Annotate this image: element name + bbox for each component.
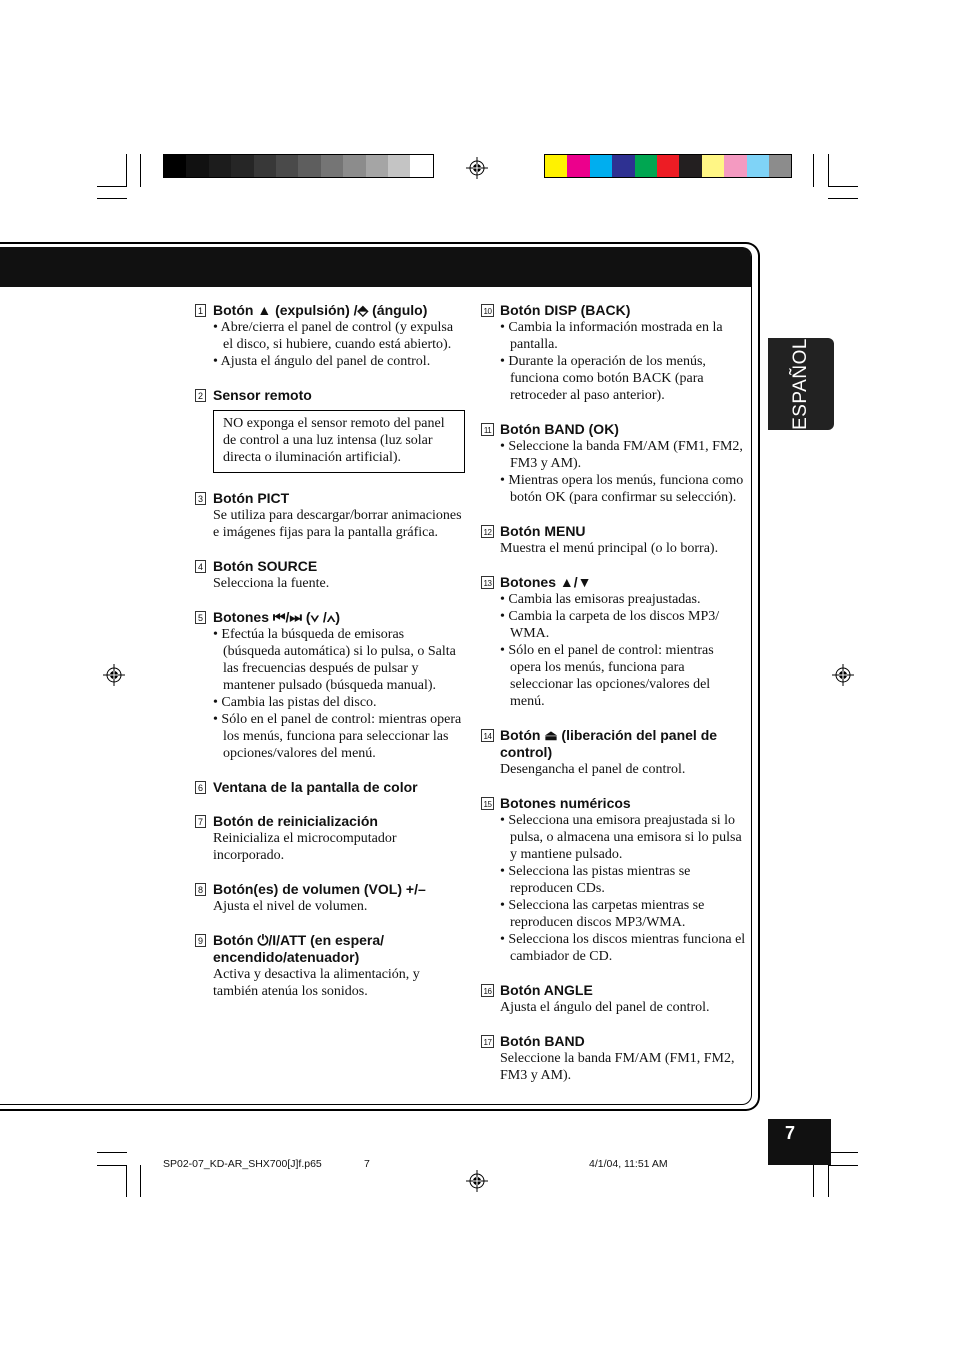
item-text: Selecciona la fuente.: [213, 576, 330, 591]
crop-mark: [126, 154, 127, 187]
list-item: [483, 982, 748, 1016]
calibration-swatch: [545, 155, 567, 177]
list-item: [483, 727, 748, 778]
item-heading: [483, 421, 748, 438]
bullet-item: • Mientras opera los menús, funciona como botón OK (para confirmar su selección).: [500, 472, 748, 506]
calibration-swatch: [657, 155, 679, 177]
item-number: 10: [481, 304, 494, 317]
item-title: Botones ▲/▼: [500, 574, 592, 590]
item-title: Botón DISP (BACK): [500, 302, 631, 318]
calibration-swatch: [388, 155, 410, 177]
item-number: 12: [481, 525, 494, 538]
bullet-item: • Selecciona las pistas mientras se reproducen CDs.: [500, 863, 748, 897]
list-item: [483, 795, 748, 965]
item-heading: [197, 881, 465, 898]
list-item: [197, 932, 465, 1000]
footer-date: 4/1/04, 11:51 AM: [589, 1158, 668, 1170]
item-title: Sensor remoto: [213, 387, 312, 403]
color-calibration-bar: [544, 154, 792, 178]
item-text: Desengancha el panel de control.: [500, 762, 686, 777]
list-item: [483, 523, 748, 557]
bullet-list: [500, 438, 748, 506]
item-text: Ajusta el nivel de volumen.: [213, 899, 368, 914]
crop-mark: [828, 1165, 858, 1166]
list-item: [197, 558, 465, 592]
item-heading: [197, 558, 465, 575]
item-heading: [483, 727, 748, 761]
bullet-item: • Cambia la información mostrada en la pantalla.: [500, 319, 748, 353]
item-text: Se utiliza para descargar/borrar animaciones e imágenes fijas para la pantalla gráfica.: [213, 508, 462, 540]
item-number: 2: [195, 389, 206, 402]
left-column: [197, 302, 465, 1017]
calibration-swatch: [164, 155, 186, 177]
crop-mark: [828, 1152, 858, 1153]
item-heading: [197, 609, 465, 626]
item-number: 14: [481, 729, 494, 742]
crop-mark: [126, 1165, 127, 1197]
calibration-swatch: [769, 155, 791, 177]
item-heading: [197, 387, 465, 404]
registration-mark-icon: [832, 664, 854, 686]
item-number: 3: [195, 492, 206, 505]
crop-mark: [97, 186, 127, 187]
item-title: Botón(es) de volumen (VOL) +/–: [213, 881, 426, 897]
calibration-swatch: [590, 155, 612, 177]
bullet-item: • Ajusta el ángulo del panel de control.: [213, 353, 465, 370]
list-item: [483, 1033, 748, 1084]
bullet-list: [500, 319, 748, 404]
item-number: 17: [481, 1035, 494, 1048]
language-tab-label: ESPAÑOL: [790, 338, 811, 430]
list-item: [197, 387, 465, 473]
item-heading: [197, 932, 465, 966]
list-item: [483, 421, 748, 506]
bullet-item: • Selecciona una emisora preajustada si lo pulsa, o almacena una emisora si lo pulsa y mantiene pulsado.: [500, 812, 748, 863]
bullet-list: [213, 626, 465, 762]
bullet-item: • Abre/cierra el panel de control (y expulsa el disco, si hubiere, cuando está abierto).: [213, 319, 465, 353]
crop-mark: [97, 198, 127, 199]
item-number: 15: [481, 797, 494, 810]
registration-mark-icon: [466, 157, 488, 179]
list-item: [483, 302, 748, 404]
calibration-swatch: [366, 155, 388, 177]
calibration-swatch: [343, 155, 365, 177]
header-band: [0, 247, 751, 287]
calibration-swatch: [567, 155, 589, 177]
item-title: Botón ⏏ (liberación del panel de control): [500, 727, 718, 760]
list-item: [197, 813, 465, 864]
list-item: [197, 490, 465, 541]
item-number: 4: [195, 560, 206, 573]
bullet-list: [500, 812, 748, 965]
list-item: [197, 609, 465, 762]
crop-mark: [828, 198, 858, 199]
gray-calibration-bar: [163, 154, 434, 178]
item-heading: [483, 982, 748, 999]
list-item: [483, 574, 748, 710]
item-heading: [197, 779, 465, 796]
item-number: 7: [195, 815, 206, 828]
list-item: [197, 779, 465, 796]
item-heading: [197, 302, 465, 319]
bullet-item: • Cambia las emisoras preajustadas.: [500, 591, 748, 608]
crop-mark: [828, 154, 829, 187]
item-number: 5: [195, 611, 206, 624]
item-text: Seleccione la banda FM/AM (FM1, FM2, FM3 y AM).: [500, 1051, 735, 1083]
bullet-item: • Selecciona los discos mientras funciona el cambiador de CD.: [500, 931, 748, 965]
calibration-swatch: [612, 155, 634, 177]
calibration-swatch: [702, 155, 724, 177]
item-title: Botón SOURCE: [213, 558, 318, 574]
calibration-swatch: [679, 155, 701, 177]
item-title: Botón PICT: [213, 490, 290, 506]
calibration-swatch: [298, 155, 320, 177]
registration-mark-icon: [466, 1170, 488, 1192]
bullet-item: • Sólo en el panel de control: mientras opera los menús, funciona para seleccionar las opciones/valores del menú.: [213, 711, 465, 762]
footer-file: SP02-07_KD-AR_SHX700[J]f.p65: [163, 1158, 322, 1170]
item-heading: [483, 795, 748, 812]
item-number: 9: [195, 934, 206, 947]
page-number: 7: [785, 1123, 796, 1143]
item-number: 13: [481, 576, 494, 589]
item-number: 16: [481, 984, 494, 997]
bullet-list: [500, 591, 748, 710]
bullet-item: • Selecciona las carpetas mientras se reproducen discos MP3/WMA.: [500, 897, 748, 931]
crop-mark: [97, 1165, 127, 1166]
calibration-swatch: [724, 155, 746, 177]
calibration-swatch: [231, 155, 253, 177]
item-title: Botón BAND: [500, 1033, 585, 1049]
calibration-swatch: [254, 155, 276, 177]
item-title: Ventana de la pantalla de color: [213, 779, 418, 795]
bullet-item: • Durante la operación de los menús, funciona como botón BACK (para retroceder al paso anterior).: [500, 353, 748, 404]
item-number: 1: [195, 304, 206, 317]
item-text: Reinicializa el microcomputador incorporado.: [213, 831, 397, 863]
bullet-item: • Sólo en el panel de control: mientras opera los menús, funciona para seleccionar las opciones/valores del menú.: [500, 642, 748, 710]
item-number: 6: [195, 781, 206, 794]
item-title: Botón ANGLE: [500, 982, 593, 998]
item-text: Muestra el menú principal (o lo borra).: [500, 541, 719, 556]
language-tab: [768, 338, 834, 430]
calibration-swatch: [209, 155, 231, 177]
calibration-swatch: [276, 155, 298, 177]
item-text: Ajusta el ángulo del panel de control.: [500, 1000, 710, 1015]
caution-note: NO exponga el sensor remoto del panel de control a una luz intensa (luz solar directa o iluminación artificial).: [213, 410, 465, 473]
bullet-item: • Seleccione la banda FM/AM (FM1, FM2, FM3 y AM).: [500, 438, 748, 472]
item-number: 8: [195, 883, 206, 896]
crop-mark: [828, 186, 858, 187]
item-heading: [483, 574, 748, 591]
calibration-swatch: [410, 155, 432, 177]
item-title: Botones numéricos: [500, 795, 631, 811]
bullet-item: • Cambia las pistas del disco.: [213, 694, 465, 711]
bullet-item: • Efectúa la búsqueda de emisoras (búsqueda automática) si lo pulsa, o Salta las frecuencias después de pulsar y mantener pulsado (búsqueda manual).: [213, 626, 465, 694]
item-heading: [483, 1033, 748, 1050]
footer-page: 7: [364, 1158, 370, 1170]
bullet-list: [213, 319, 465, 370]
item-text: Activa y desactiva la alimentación, y también atenúa los sonidos.: [213, 967, 420, 999]
crop-mark: [97, 1152, 127, 1153]
item-title: Botones ⏮/⏭ (∨ /∧): [213, 609, 340, 625]
item-heading: [483, 523, 748, 540]
item-title: Botón de reinicialización: [213, 813, 378, 829]
crop-mark: [140, 154, 141, 187]
calibration-swatch: [186, 155, 208, 177]
item-title: Botón ▲ (expulsión) /⬘ (ángulo): [213, 302, 428, 318]
page-number-box: [768, 1119, 831, 1165]
crop-mark: [813, 154, 814, 187]
crop-mark: [828, 1165, 829, 1197]
item-heading: [197, 490, 465, 507]
crop-mark: [140, 1165, 141, 1197]
item-heading: [483, 302, 748, 319]
calibration-swatch: [321, 155, 343, 177]
item-title: Botón ⏻/I/ATT (en espera/ encendido/atenuador): [213, 932, 385, 965]
crop-mark: [813, 1165, 814, 1197]
calibration-swatch: [747, 155, 769, 177]
right-column: [483, 302, 748, 1101]
list-item: [197, 302, 465, 370]
list-item: [197, 881, 465, 915]
item-title: Botón MENU: [500, 523, 586, 539]
item-heading: [197, 813, 465, 830]
item-title: Botón BAND (OK): [500, 421, 619, 437]
calibration-swatch: [635, 155, 657, 177]
bullet-item: • Cambia la carpeta de los discos MP3/ WMA.: [500, 608, 748, 642]
item-number: 11: [481, 423, 494, 436]
